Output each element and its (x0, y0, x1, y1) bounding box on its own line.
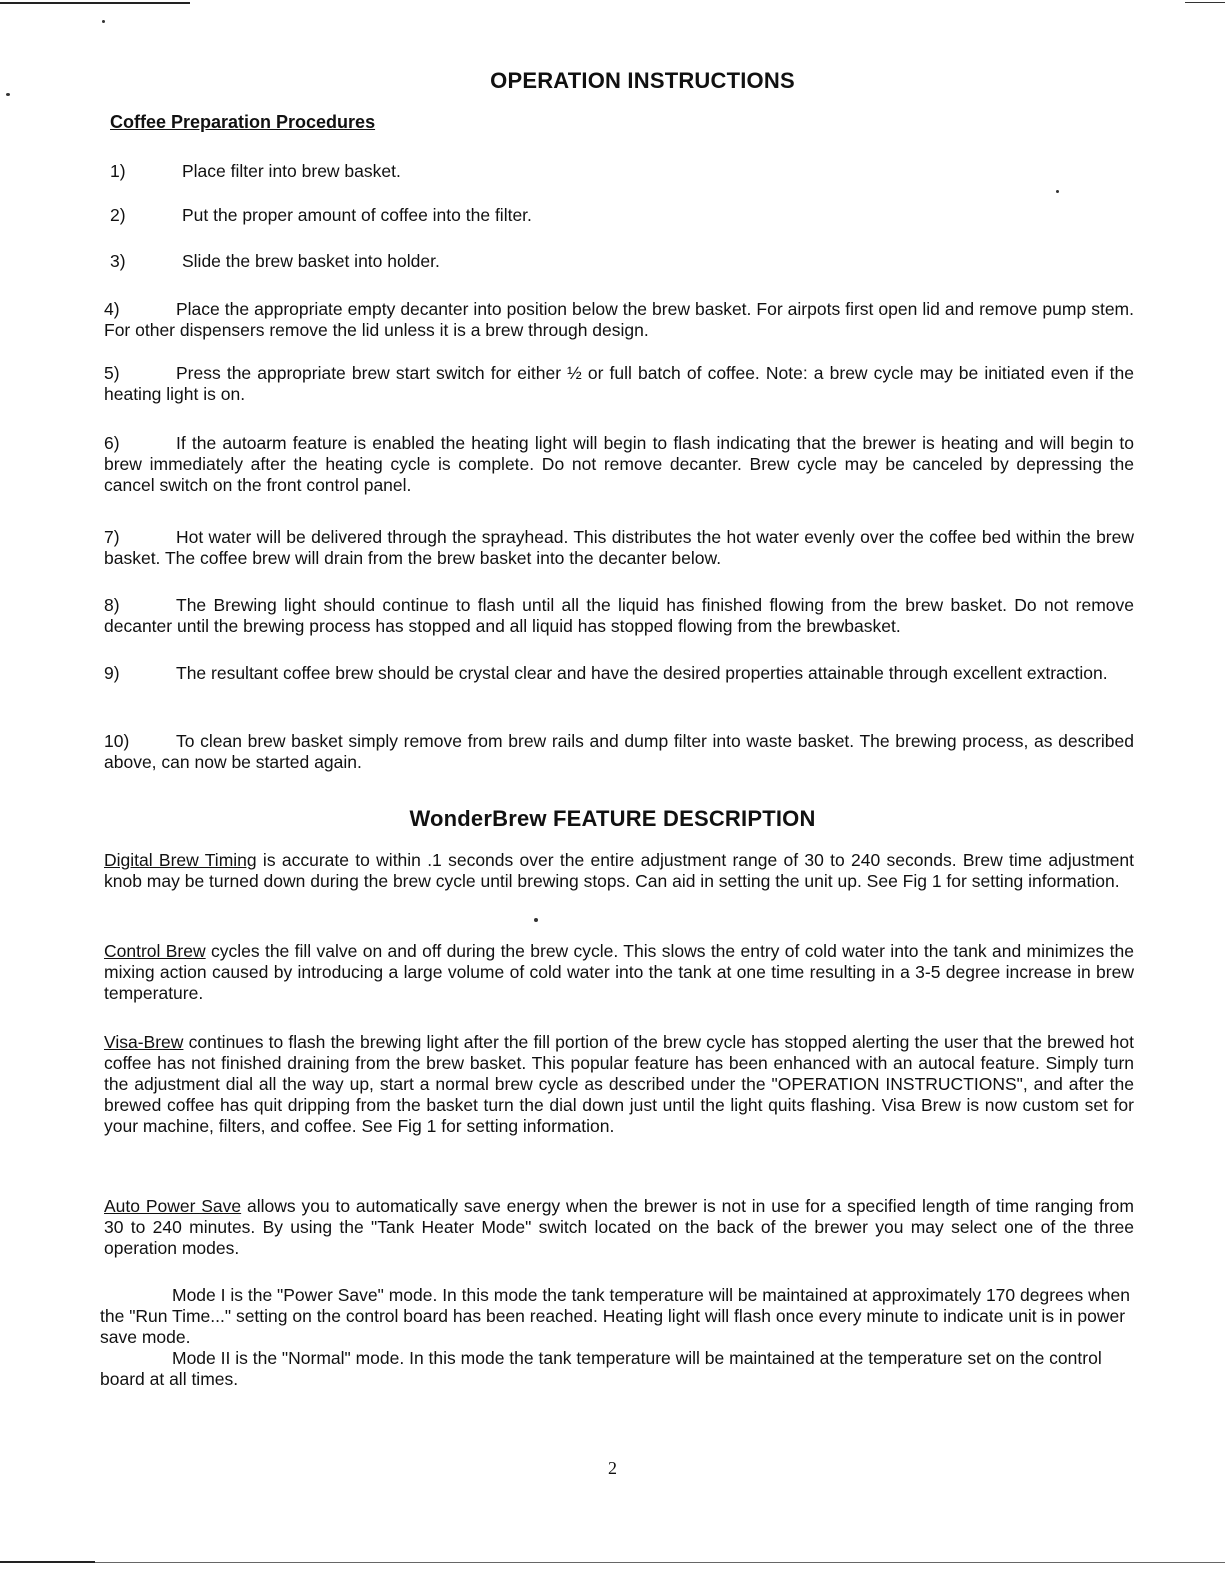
step-text: The resultant coffee brew should be crystal clear and have the desired properties attainable through excellent extraction. (176, 663, 1108, 683)
step-text: The Brewing light should continue to flash until all the liquid has finished flowing from the brew basket. Do not remove decanter until the brewing process has stopped and all liquid has stopped flowing from the brewbasket. (104, 595, 1134, 636)
step-text: Put the proper amount of coffee into the filter. (182, 205, 532, 225)
feature-title: WonderBrew FEATURE DESCRIPTION (409, 806, 816, 831)
feature-term: Visa-Brew (104, 1032, 184, 1052)
step-number: 7) (104, 527, 120, 547)
scan-border-bottom-left (0, 1561, 95, 1563)
step-8 (104, 595, 1134, 637)
step-4 (104, 299, 1134, 341)
step-text: To clean brew basket simply remove from brew rails and dump filter into waste basket. The brewing process, as described above, can now be started again. (104, 731, 1134, 772)
mode-list (100, 1285, 1132, 1390)
step-number: 8) (104, 595, 120, 615)
feature-digital-brew-timing (104, 850, 1134, 892)
step-2 (110, 204, 532, 226)
step-number: 1) (110, 161, 126, 181)
section-heading: Coffee Preparation Procedures (110, 112, 376, 132)
step-text: If the autoarm feature is enabled the heating light will begin to flash indicating that the brewer is heating and will begin to brew immediately after the heating cycle is complete. Do not remove decanter. Brew cycle may be canceled by depressing the cancel switch on the front control panel. (104, 433, 1134, 495)
feature-control-brew (104, 941, 1134, 1004)
step-10 (104, 731, 1134, 773)
feature-text: cycles the fill valve on and off during the brew cycle. This slows the entry of cold water into the tank and minimizes the mixing action caused by introducing a large volume of cold water into the tank at one time resulting in a 3-5 degree increase in brew temperature. (104, 941, 1134, 1003)
step-number: 4) (104, 299, 120, 319)
feature-text: is accurate to within .1 seconds over the entire adjustment range of 30 to 240 seconds. Brew time adjustment knob may be turned down during the brew cycle until brewing stops. Can aid in setting the unit up. See Fig 1 for setting information. (104, 850, 1134, 891)
step-7 (104, 527, 1134, 569)
scan-speck (1056, 190, 1059, 193)
feature-text: allows you to automatically save energy when the brewer is not in use for a specified length of time ranging from 30 to 240 minutes. By using the "Tank Heater Mode" switch located on the back of the brewer you may select one of the three operation modes. (104, 1196, 1134, 1258)
feature-term: Digital Brew Timing (104, 850, 257, 870)
step-9 (104, 663, 1134, 684)
step-number: 6) (104, 433, 120, 453)
step-5 (104, 363, 1134, 405)
step-number: 2) (110, 205, 126, 225)
step-6 (104, 433, 1134, 496)
feature-visa-brew (104, 1032, 1134, 1137)
scan-border-bottom (0, 1562, 1225, 1563)
step-number: 3) (110, 251, 126, 271)
step-text: Press the appropriate brew start switch for either ½ or full batch of coffee. Note: a brew cycle may be initiated even if the heating light is on. (104, 363, 1134, 404)
feature-text: continues to flash the brewing light after the fill portion of the brew cycle has stopped alerting the user that the brewed hot coffee has not finished draining from the brew basket. This popular feature has been enhanced with an autocal feature. Simply turn the adjustment dial all the way up, start a normal brew cycle as described under the "OPERATION INSTRUCTIONS", and after the brewed coffee has quit dripping from the basket turn the dial down just until the light quits flashing. Visa Brew is now custom set for your machine, filters, and coffee. See Fig 1 for setting information. (104, 1032, 1134, 1136)
scan-border-top-right (1185, 2, 1225, 3)
scan-speck (534, 918, 538, 922)
step-text: Hot water will be delivered through the sprayhead. This distributes the hot water evenly over the coffee bed within the brew basket. The coffee brew will drain from the brew basket into the decanter below. (104, 527, 1134, 568)
step-number: 5) (104, 363, 120, 383)
page-title: OPERATION INSTRUCTIONS (490, 68, 795, 93)
step-text: Slide the brew basket into holder. (182, 251, 440, 271)
step-3 (110, 250, 440, 272)
step-text: Place the appropriate empty decanter into position below the brew basket. For airpots first open lid and remove pump stem. For other dispensers remove the lid unless it is a brew through design. (104, 299, 1134, 340)
step-1 (110, 160, 401, 182)
page-number: 2 (608, 1458, 617, 1478)
step-number: 10) (104, 731, 130, 751)
feature-auto-power-save (104, 1196, 1134, 1259)
feature-term: Auto Power Save (104, 1196, 242, 1216)
feature-term: Control Brew (104, 941, 206, 961)
step-number: 9) (104, 663, 120, 683)
scan-border-top (0, 2, 190, 4)
scan-speck (6, 93, 10, 96)
step-text: Place filter into brew basket. (182, 161, 401, 181)
mode-2-text: Mode II is the "Normal" mode. In this mode the tank temperature will be maintained at the temperature set on the control board at all times. (100, 1348, 1102, 1389)
mode-1-text: Mode I is the "Power Save" mode. In this mode the tank temperature will be maintained at approximately 170 degrees when the "Run Time..." setting on the control board has been reached. Heating light will flash once every minute to indicate unit is in power save mode. (100, 1285, 1130, 1347)
scan-speck (102, 20, 105, 23)
